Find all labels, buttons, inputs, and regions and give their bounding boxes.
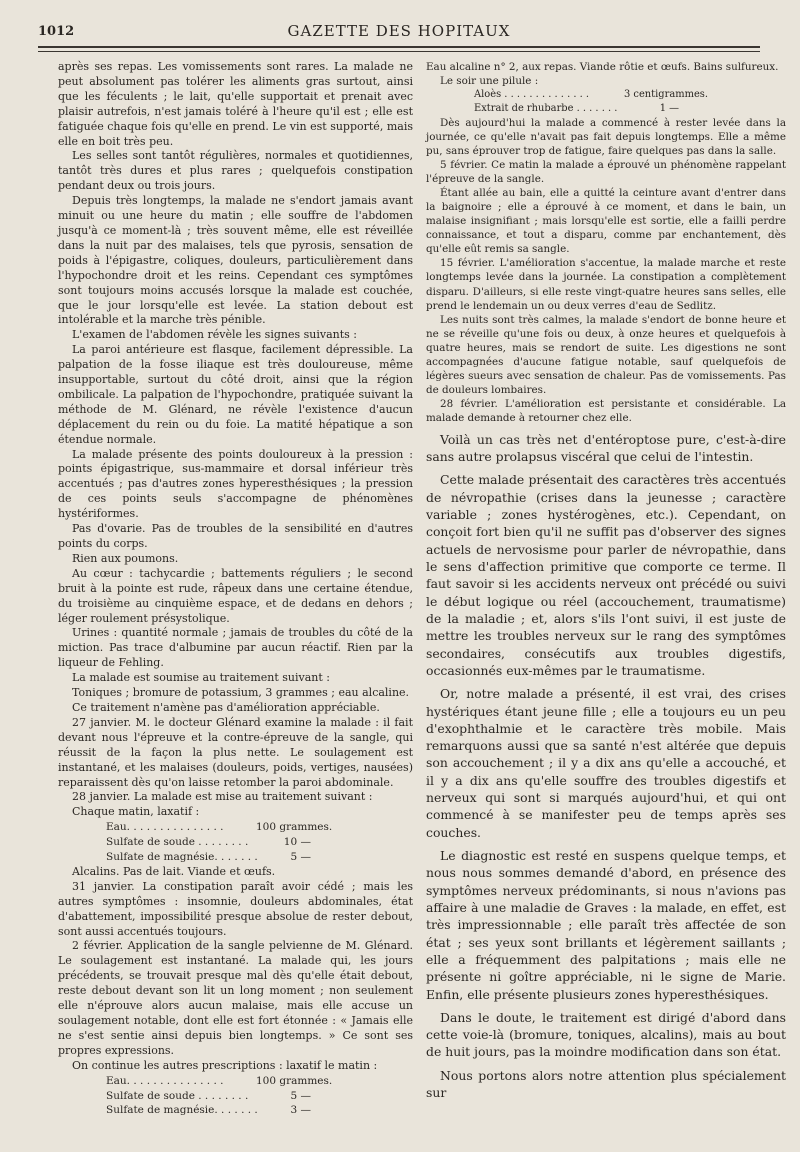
header-rule-thick (38, 46, 760, 48)
prescription-line (106, 835, 413, 850)
case-paragraph: Chaque matin, laxatif : (72, 805, 200, 819)
case-paragraph: La malade présente des points douloureux à la pression : points épigastrique, sus-mammaire et dorsal inférieur très accentués ; pas d'autres zones hyperesthésiques ; la pression de ces points seuls s'accompagne de phénomènes hystériformes. (58, 447, 413, 521)
case-paragraph: Les nuits sont très calmes, la malade s'endort de bonne heure et ne se réveille qu'une fois ou deux, à onze heures et quelquefois à quatre heures, mais se rendort de suite. Les digestions ne sont accompagnées d'aucune fatigue notable, sauf quelquefois de légères sueurs avec sensation de chaleur. Pas de vomissements. Pas de douleurs lombaires. (426, 313, 786, 396)
prescription-ingredient: Eau. . . . . . . . . . . . . . . (106, 1074, 224, 1087)
prescription-ingredient: Extrait de rhubarbe . . . . . . . (474, 103, 618, 115)
prescription-quantity: 5 — (290, 851, 311, 864)
header-rule-thin (38, 51, 760, 52)
prescription-line (106, 1089, 413, 1104)
case-paragraph: Étant allée au bain, elle a quitté la ceinture avant d'entrer dans la baignoire ; elle a éprouvé à ce moment, et dans le bain, un malaise insignifiant ; mais lorsqu'elle est sortie, elle a failli perdre connaissance, et tout a disparu, comme par enchantement, dès qu'elle eût remis sa sangle. (426, 187, 786, 256)
prescription-quantity: 1 — (659, 103, 679, 115)
case-paragraph: Le soir une pilule : (440, 75, 539, 88)
prescription-ingredient: Sulfate de soude . . . . . . . . (106, 1089, 249, 1102)
prescription-ingredient: Aloès . . . . . . . . . . . . . . (474, 89, 590, 101)
commentary-paragraph: Cette malade présentait des caractères très accentués de névropathie (crises dans la jeunesse ; caractère variable ; zones hystérogènes, etc.). Cependant, on conçoit fort bien qu'il ne suffit pas d'observer des signes actuels de nervosisme pour parler de névropathie, dans le sens d'affection primitive que comporte ce terme. Il faut savoir si les accidents nerveux ont précédé ou suivi le début logique ou réel (accouchement, traumatisme) de la maladie ; et, alors s'ils l'ont suivi, il est juste de mettre les troubles nerveux sur le rang des symptômes secondaires, consécutifs aux troubles digestifs, occasionnés eux-mêmes par le traumatisme. (426, 472, 786, 678)
right-column (426, 60, 786, 1101)
case-paragraph: La malade est soumise au traitement suivant : (72, 671, 330, 685)
case-paragraph: La paroi antérieure est flasque, facilement dépressible. La palpation de la fosse iliaque est très douloureuse, même insupportable, surtout du côté droit, ainsi que la région ombilicale. La palpation de l'hypochondre, pratiquée suivant la méthode de M. Glénard, ne révèle l'existence d'aucun déplacement du rein ou du foie. La matité hépatique a son étendue normale. (58, 343, 413, 446)
case-paragraph: 28 janvier. La malade est mise au traitement suivant : (72, 790, 373, 804)
case-paragraph: Toniques ; bromure de potassium, 3 grammes ; eau alcaline. (72, 686, 410, 700)
page-header (38, 22, 760, 44)
prescription-quantity: 100 grammes. (256, 1074, 333, 1087)
case-paragraph: Depuis très longtemps, la malade ne s'endort jamais avant minuit ou une heure du matin ; elle souffre de l'abdomen jusqu'à ce moment-là ; très souvent même, elle est réveillée dans la nuit par des malaises, tels que pyrosis, sensation de poids à l'épigastre, coliques, douleurs, particulièrement dans l'hypochondre droit et les reins. Cependant ces symptômes sont toujours moins accusés lorsque la malade est couchée, que le jour lorsqu'elle est levée. La station debout est intolérable et la marche très pénible. (58, 194, 413, 327)
case-paragraph: Urines : quantité normale ; jamais de troubles du côté de la miction. Pas trace d'albumine par aucun réactif. Rien par la liqueur de Fehling. (58, 626, 413, 670)
case-paragraph: Eau alcaline n° 2, aux repas. Viande rôtie et œufs. Bains sulfureux. (426, 61, 779, 73)
commentary-paragraph: Nous portons alors notre attention plus spécialement sur (426, 1067, 786, 1101)
case-paragraph: Alcalins. Pas de lait. Viande et œufs. (72, 864, 276, 878)
prescription-line (106, 1103, 413, 1118)
prescription-ingredient: Eau. . . . . . . . . . . . . . . (106, 821, 224, 834)
case-paragraph: Les selles sont tantôt régulières, normales et quotidiennes, tantôt très dures et plus rares ; quelquefois constipation pendant deux ou trois jours. (58, 149, 413, 193)
prescription-quantity: 5 — (290, 1089, 311, 1102)
case-paragraph: L'examen de l'abdomen révèle les signes suivants : (72, 328, 357, 342)
case-paragraph: Au cœur : tachycardie ; battements réguliers ; le second bruit à la pointe est rude, râpeux dans une certaine étendue, du troisième au cinquième espace, et de dedans en dehors ; léger roulement présystolique. (58, 566, 413, 625)
commentary-paragraph: Voilà un cas très net d'entéroptose pure, c'est-à-dire sans autre prolapsus viscéral que celui de l'intestin. (426, 431, 786, 465)
case-paragraph: 28 février. L'amélioration est persistante et considérable. La malade demande à retourner chez elle. (426, 397, 786, 424)
case-paragraph: 2 février. Application de la sangle pelvienne de M. Glénard. Le soulagement est instantané. La malade qui, les jours précédents, se trouvait presque mal dès qu'elle était debout, reste debout devant son lit un long moment ; non seulement elle n'éprouve alors aucun malaise, mais elle accuse un soulagement notable, dont elle est fort étonnée : « Jamais elle ne s'est sentie ainsi depuis bien longtemps. » Ce sont ses propres expressions. (58, 939, 413, 1057)
commentary-paragraph: Or, notre malade a présenté, il est vrai, des crises hystériques étant jeune fille ; elle a toujours eu un peu d'exophthalmie et le caractère très mobile. Mais remarquons aussi que sa santé n'est altérée que depuis son accouchement ; il y a dix ans qu'elle a accouché, et il y a dix ans qu'elle souffre des troubles digestifs et nerveux qui sont si marqués aujourd'hui, et qui ont commencé à se manifester peu de temps après ses couches. (426, 686, 786, 840)
prescription-ingredient: Sulfate de magnésie. . . . . . . (106, 851, 258, 864)
commentary-paragraph: Dans le doute, le traitement est dirigé d'abord dans cette voie-là (bromure, toniques, alcalins), mais au bout de huit jours, pas la moindre modification dans son état. (426, 1009, 786, 1060)
prescription-quantity: 3 — (290, 1104, 311, 1117)
case-paragraph: Rien aux poumons. (72, 551, 179, 565)
case-paragraph: Dès aujourd'hui la malade a commencé à rester levée dans la journée, ce qu'elle n'avait pas fait depuis longtemps. Elle a même pu, sans éprouver trop de fatigue, faire quelques pas dans la salle. (426, 117, 786, 158)
journal-title: GAZETTE DES HOPITAUX (287, 22, 511, 40)
prescription-line (106, 1074, 413, 1089)
left-column (58, 60, 413, 1118)
prescription-ingredient: Sulfate de magnésie. . . . . . . (106, 1104, 258, 1117)
prescription-line (106, 820, 413, 835)
prescription-line (474, 88, 786, 102)
prescription-quantity: 10 — (283, 836, 311, 849)
prescription-quantity: 3 centigrammes. (624, 89, 708, 101)
case-paragraph: après ses repas. Les vomissements sont rares. La malade ne peut absolument pas tolérer les aliments gras surtout, ainsi que les féculents ; le lait, qu'elle supportait et prenait avec plaisir autrefois, n'est jamais toléré à l'heure qu'il est ; elle est fatiguée chaque fois qu'elle en prend. Le vin est supporté, mais elle en boit très peu. (58, 60, 413, 148)
case-paragraph: Pas d'ovarie. Pas de troubles de la sensibilité en d'autres points du corps. (58, 522, 413, 550)
case-paragraph: On continue les autres prescriptions : laxatif le matin : (72, 1058, 378, 1072)
prescription-ingredient: Sulfate de soude . . . . . . . . (106, 836, 249, 849)
page-number: 1012 (38, 24, 75, 39)
prescription-quantity: 100 grammes. (256, 821, 333, 834)
case-paragraph: 27 janvier. M. le docteur Glénard examine la malade : il fait devant nous l'épreuve et la contre-épreuve de la sangle, qui réussit de la façon la plus nette. Le soulagement est instantané, et les malaises (douleurs, poids, vertiges, nausées) reparaissent dès qu'on laisse retomber la paroi abdominale. (58, 715, 413, 789)
case-paragraph: 15 février. L'amélioration s'accentue, la malade marche et reste longtemps levée dans la journée. La constipation a complètement disparu. D'ailleurs, si elle reste vingt-quatre heures sans selles, elle prend le lendemain un ou deux verres d'eau de Sedlitz. (426, 257, 786, 312)
case-paragraph: 31 janvier. La constipation paraît avoir cédé ; mais les autres symptômes : insomnie, douleurs abdominales, état d'abattement, impossibilité presque absolue de rester debout, sont aussi accentués toujours. (58, 879, 413, 938)
case-paragraph: 5 février. Ce matin la malade a éprouvé un phénomène rappelant l'épreuve de la sangle. (426, 159, 786, 186)
prescription-line (106, 850, 413, 865)
prescription-line (474, 102, 786, 116)
commentary-paragraph: Le diagnostic est resté en suspens quelque temps, et nous nous sommes demandé d'abord, en présence des symptômes nerveux prédominants, si nous n'avions pas affaire à une maladie de Graves : la malade, en effet, est très impressionnable ; elle paraît très affectée de son état ; ses yeux sont brillants et légèrement saillants ; elle a fréquemment des palpitations ; mais elle ne présente ni goître appréciable, ni le signe de Marie. Enfin, elle présente plusieurs zones hyperesthésiques. (426, 848, 786, 1002)
case-paragraph: Ce traitement n'amène pas d'amélioration appréciable. (72, 700, 380, 714)
